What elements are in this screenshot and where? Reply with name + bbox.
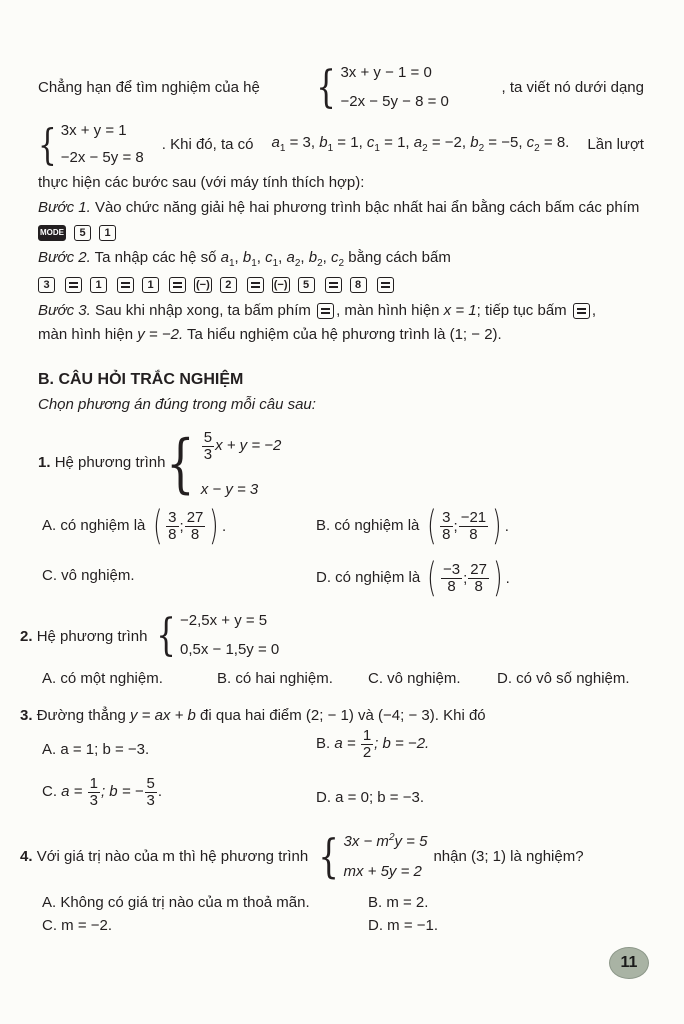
variable: a [286,249,295,266]
q3-b-b: ; b = −2. [374,735,430,753]
equals-key-icon [317,303,334,319]
q4-number: 4. [20,847,33,865]
q1-option-b[interactable] [316,503,509,549]
q2-option-b[interactable]: B. có hai nghiệm. [217,670,333,687]
step2-keys [38,276,402,293]
step3-label: Bước 3. [38,302,91,319]
calculator-key-1: 1 [90,277,107,293]
denominator: 8 [469,525,478,543]
system-2-eq1: 3x + y = 1 [60,122,127,139]
section-instruction: Chọn phương án đúng trong mỗi câu sau: [38,396,316,413]
q4-option-d[interactable]: D. m = −1. [368,917,439,934]
separator: ; [179,517,184,535]
coefficient-value: = 8. [539,134,570,151]
coefficient [366,134,414,154]
coefficient [470,134,527,154]
separator: , [256,249,266,266]
numerator: 3 [442,508,451,526]
step3-text-c: ; tiếp tục bấm [476,302,567,319]
q4-point: (3; 1) [470,847,506,865]
calculator-key-5: 5 [74,225,91,241]
system-1 [312,61,449,113]
q3-point-2: (−4; − 3). [378,707,439,724]
calculator-key-mode: MODE [38,225,66,241]
calculator-key-5: 5 [298,277,315,293]
system-1-eq2: −2x − 5y − 8 = 0 [340,93,449,110]
brace-icon: { [38,119,57,169]
variable: c [331,249,339,266]
right-paren: ) [493,555,503,601]
calculator-key-3: 3 [38,277,55,293]
q4-eq2: mx + 5y = 2 [343,863,422,880]
q2-eq2: 0,5x − 1,5y = 0 [180,641,280,658]
denominator: 8 [447,577,456,595]
step1-text: Vào chức năng giải hệ hai phương trình bậc nhất hai ẩn bằng cách bấm các phím [94,199,640,216]
q2-eq1: −2,5x + y = 5 [180,612,268,629]
q1-eq1-den: 3 [203,445,213,463]
step3-line2-a: màn hình hiện [38,326,134,343]
q3-c-a: a = [61,783,83,801]
step2-text: Ta nhập các hệ số [94,249,217,266]
brace-icon: { [318,829,340,883]
separator: , [300,249,309,266]
denominator: 8 [190,525,200,543]
step3-line2-b: Ta hiểu nghiệm của hệ phương trình là [187,326,446,343]
q2-system [152,609,280,661]
fraction [468,562,489,595]
right-paren: ) [492,503,502,549]
left-paren: ( [427,555,437,601]
step1-label: Bước 1. [38,199,91,216]
brace-icon: { [316,61,337,113]
coefficient-var: a [271,134,280,151]
q4-stem-end [433,848,583,865]
q4-option-c[interactable]: C. m = −2. [42,917,113,934]
fraction [459,510,488,543]
q3-b-num: 1 [362,727,372,744]
denominator: 8 [168,525,177,543]
equals-key-icon [117,277,134,293]
q3-text-c: và [358,707,374,724]
q3-c-den2: 3 [146,791,155,809]
equals-key-icon [65,277,82,293]
q4-system [314,829,428,883]
q1-system [160,427,282,501]
denominator: 8 [442,525,451,543]
q3-text-d: Khi đó [443,707,486,724]
numerator: 3 [168,508,177,526]
q3-option-b[interactable] [316,728,429,761]
right-paren: ) [209,503,219,549]
coefficient [413,134,471,154]
q1-stem [38,454,165,471]
variable: a [220,249,229,266]
q1-eq2: x − y = 3 [200,481,259,498]
q2-option-d[interactable]: D. có vô số nghiệm. [497,670,630,687]
step2 [38,249,451,269]
page-number: 11 [609,947,649,979]
q3-c-num2: 5 [146,775,155,792]
q3-c-den1: 3 [89,791,98,809]
q3-option-d[interactable]: D. a = 0; b = −3. [316,789,424,806]
fraction [440,510,452,543]
fraction [441,562,462,595]
coefficient-value: = 1, [379,134,414,151]
q3-option-a[interactable]: A. a = 1; b = −3. [42,741,150,758]
coefficient-value: = −5, [484,134,527,151]
variable-sub: 1 [272,258,279,269]
period: . [505,569,510,587]
step3-text-b: , màn hình hiện [336,302,440,319]
coefficient-sub: 2 [422,143,428,154]
q3-b-a: a = [334,735,356,753]
calculator-key-negative: (−) [196,279,210,292]
q3-point-1: (2; − 1) [305,707,354,724]
step3-y-value: y = −2. [137,326,184,343]
fraction [166,510,178,543]
q2-option-c[interactable]: C. vô nghiệm. [368,670,461,687]
intro-line1-text: Chẳng hạn để tìm nghiệm của hệ [38,78,260,96]
calculator-key-negative: (−) [273,279,288,292]
equals-key-icon [247,277,264,293]
coefficient-var: a [413,134,423,151]
variable-sub: 2 [338,258,345,269]
fraction [185,510,206,543]
separator: ; [453,517,458,535]
separator: , [322,249,332,266]
q3-b-den: 2 [362,743,372,761]
q3-text-b: đi qua hai điểm [200,707,302,724]
step3-line1 [38,302,596,319]
q1-a-value [150,503,227,549]
q1-eq1 [201,430,282,463]
q4-option-b[interactable]: B. m = 2. [368,894,429,911]
q4-eq1-sup: 2 [388,832,395,843]
variable: c [265,249,273,266]
q1-option-c[interactable]: C. vô nghiệm. [42,567,135,584]
variable-sub: 2 [294,258,301,269]
equals-key-icon [573,303,590,319]
q3-b-label: B. [316,735,331,753]
step3-text-a: Sau khi nhập xong, ta bấm phím [94,302,311,319]
system-2-eq2: −2x − 5y = 8 [60,149,144,166]
equals-key-icon [169,277,186,293]
intro-line2 [34,119,644,169]
separator: ; [463,569,468,587]
q4-text-b: nhận [433,847,467,865]
q1-eq1-num: 5 [203,429,213,446]
q1-text: Hệ phương trình [54,454,166,471]
coefficient-sub: 2 [534,143,540,154]
q4-text-c: là nghiệm? [510,847,584,865]
denominator: 8 [474,577,483,595]
step3-solution: (1; − 2). [449,326,502,343]
q3-line-eq: y = ax + b [129,707,196,724]
intro-line1-after: , ta viết nó dưới dạng [501,78,644,96]
intro-line2-after: Lần lượt [587,135,644,153]
q1-option-d[interactable] [316,555,510,601]
separator: , [278,249,287,266]
equals-key-icon [377,277,394,293]
period: . [504,517,509,535]
numerator: −3 [443,560,461,578]
q2-option-a[interactable]: A. có một nghiệm. [42,670,163,687]
coefficient-sub: 1 [279,143,286,154]
coefficient-sub: 1 [327,143,334,154]
numerator: 27 [186,508,204,526]
calculator-key-1: 1 [142,277,159,293]
brace-icon: { [156,609,176,661]
separator: , [234,249,243,266]
q3-text-a: Đường thẳng [36,707,126,724]
period: . [221,517,227,535]
step3-x-value: x = 1 [443,302,477,319]
step3-text-d: , [591,302,596,319]
q1-option-a[interactable] [42,503,227,549]
coefficient-value: = 1, [333,134,367,151]
variable-sub: 1 [251,258,257,269]
calculator-key-1: 1 [99,225,116,241]
step1-keys [38,224,124,241]
q2-stem [20,628,147,645]
step2-vars [220,249,345,269]
system-1-eq1: 3x + y − 1 = 0 [340,64,432,81]
coefficient-sub: 1 [374,143,380,154]
coefficient [271,134,320,154]
coefficient-var: c [526,134,535,151]
left-paren: ( [426,503,437,549]
q1-eq1-rest: x + y = −2 [215,437,282,455]
step3-line2 [38,326,502,343]
calculator-key-2: 2 [220,277,237,293]
q1-b-value [424,503,509,549]
equals-key-icon [325,277,342,293]
coefficient [526,134,570,154]
q3-c-b: ; b = − [100,783,144,801]
q1-b-label: B. có nghiệm là [316,516,420,534]
coefficient [319,134,367,154]
left-paren: ( [152,503,163,549]
system-2 [34,119,144,169]
step2-after: bằng cách bấm [348,249,451,266]
coefficient-var: b [319,134,328,151]
variable-sub: 2 [317,258,323,269]
variable-sub: 1 [228,258,235,269]
intro-line1 [38,61,644,113]
q3-number: 3. [20,707,33,724]
coefficient-var: b [470,134,479,151]
q4-stem-row [20,829,584,883]
q4-text-a: Với giá trị nào của m thì hệ phương trình [36,847,309,865]
variable: b [308,249,318,266]
q3-c-label: C. [42,783,57,801]
q2-number: 2. [20,628,33,645]
q3-stem [20,707,486,724]
intro-line2-text: . Khi đó, ta có [161,135,254,153]
intro-line3: thực hiện các bước sau (với máy tính thích hợp): [38,174,365,191]
coefficient-var: c [366,134,375,151]
q3-c-num1: 1 [89,775,98,792]
brace-icon: { [166,427,195,501]
q1-number: 1. [38,454,51,471]
coefficient-value: = 3, [285,134,320,151]
q1-d-value [424,555,510,601]
q4-option-a[interactable]: A. Không có giá trị nào của m thoả mãn. [42,894,310,911]
numerator: 27 [470,560,487,578]
coefficient-sub: 2 [478,143,485,154]
calculator-key-8: 8 [350,277,367,293]
q4-stem [20,848,308,865]
q4-eq1-b: y = 5 [394,833,428,850]
coefficient-list [272,134,570,154]
variable: b [242,249,252,266]
q4-eq1 [344,832,428,850]
coefficient-value: = −2, [427,134,471,151]
q1-d-label: D. có nghiệm là [316,568,421,586]
q1-a-label: A. có nghiệm là [42,516,146,534]
step1 [38,199,639,216]
q2-text: Hệ phương trình [36,628,148,645]
q3-option-c[interactable] [42,776,162,809]
numerator: −21 [460,508,487,526]
q4-eq1-a: 3x − m [343,833,389,850]
q3-c-end: . [157,783,163,801]
step2-label: Bước 2. [38,249,91,266]
section-heading: B. CÂU HỎI TRẮC NGHIỆM [38,371,244,388]
